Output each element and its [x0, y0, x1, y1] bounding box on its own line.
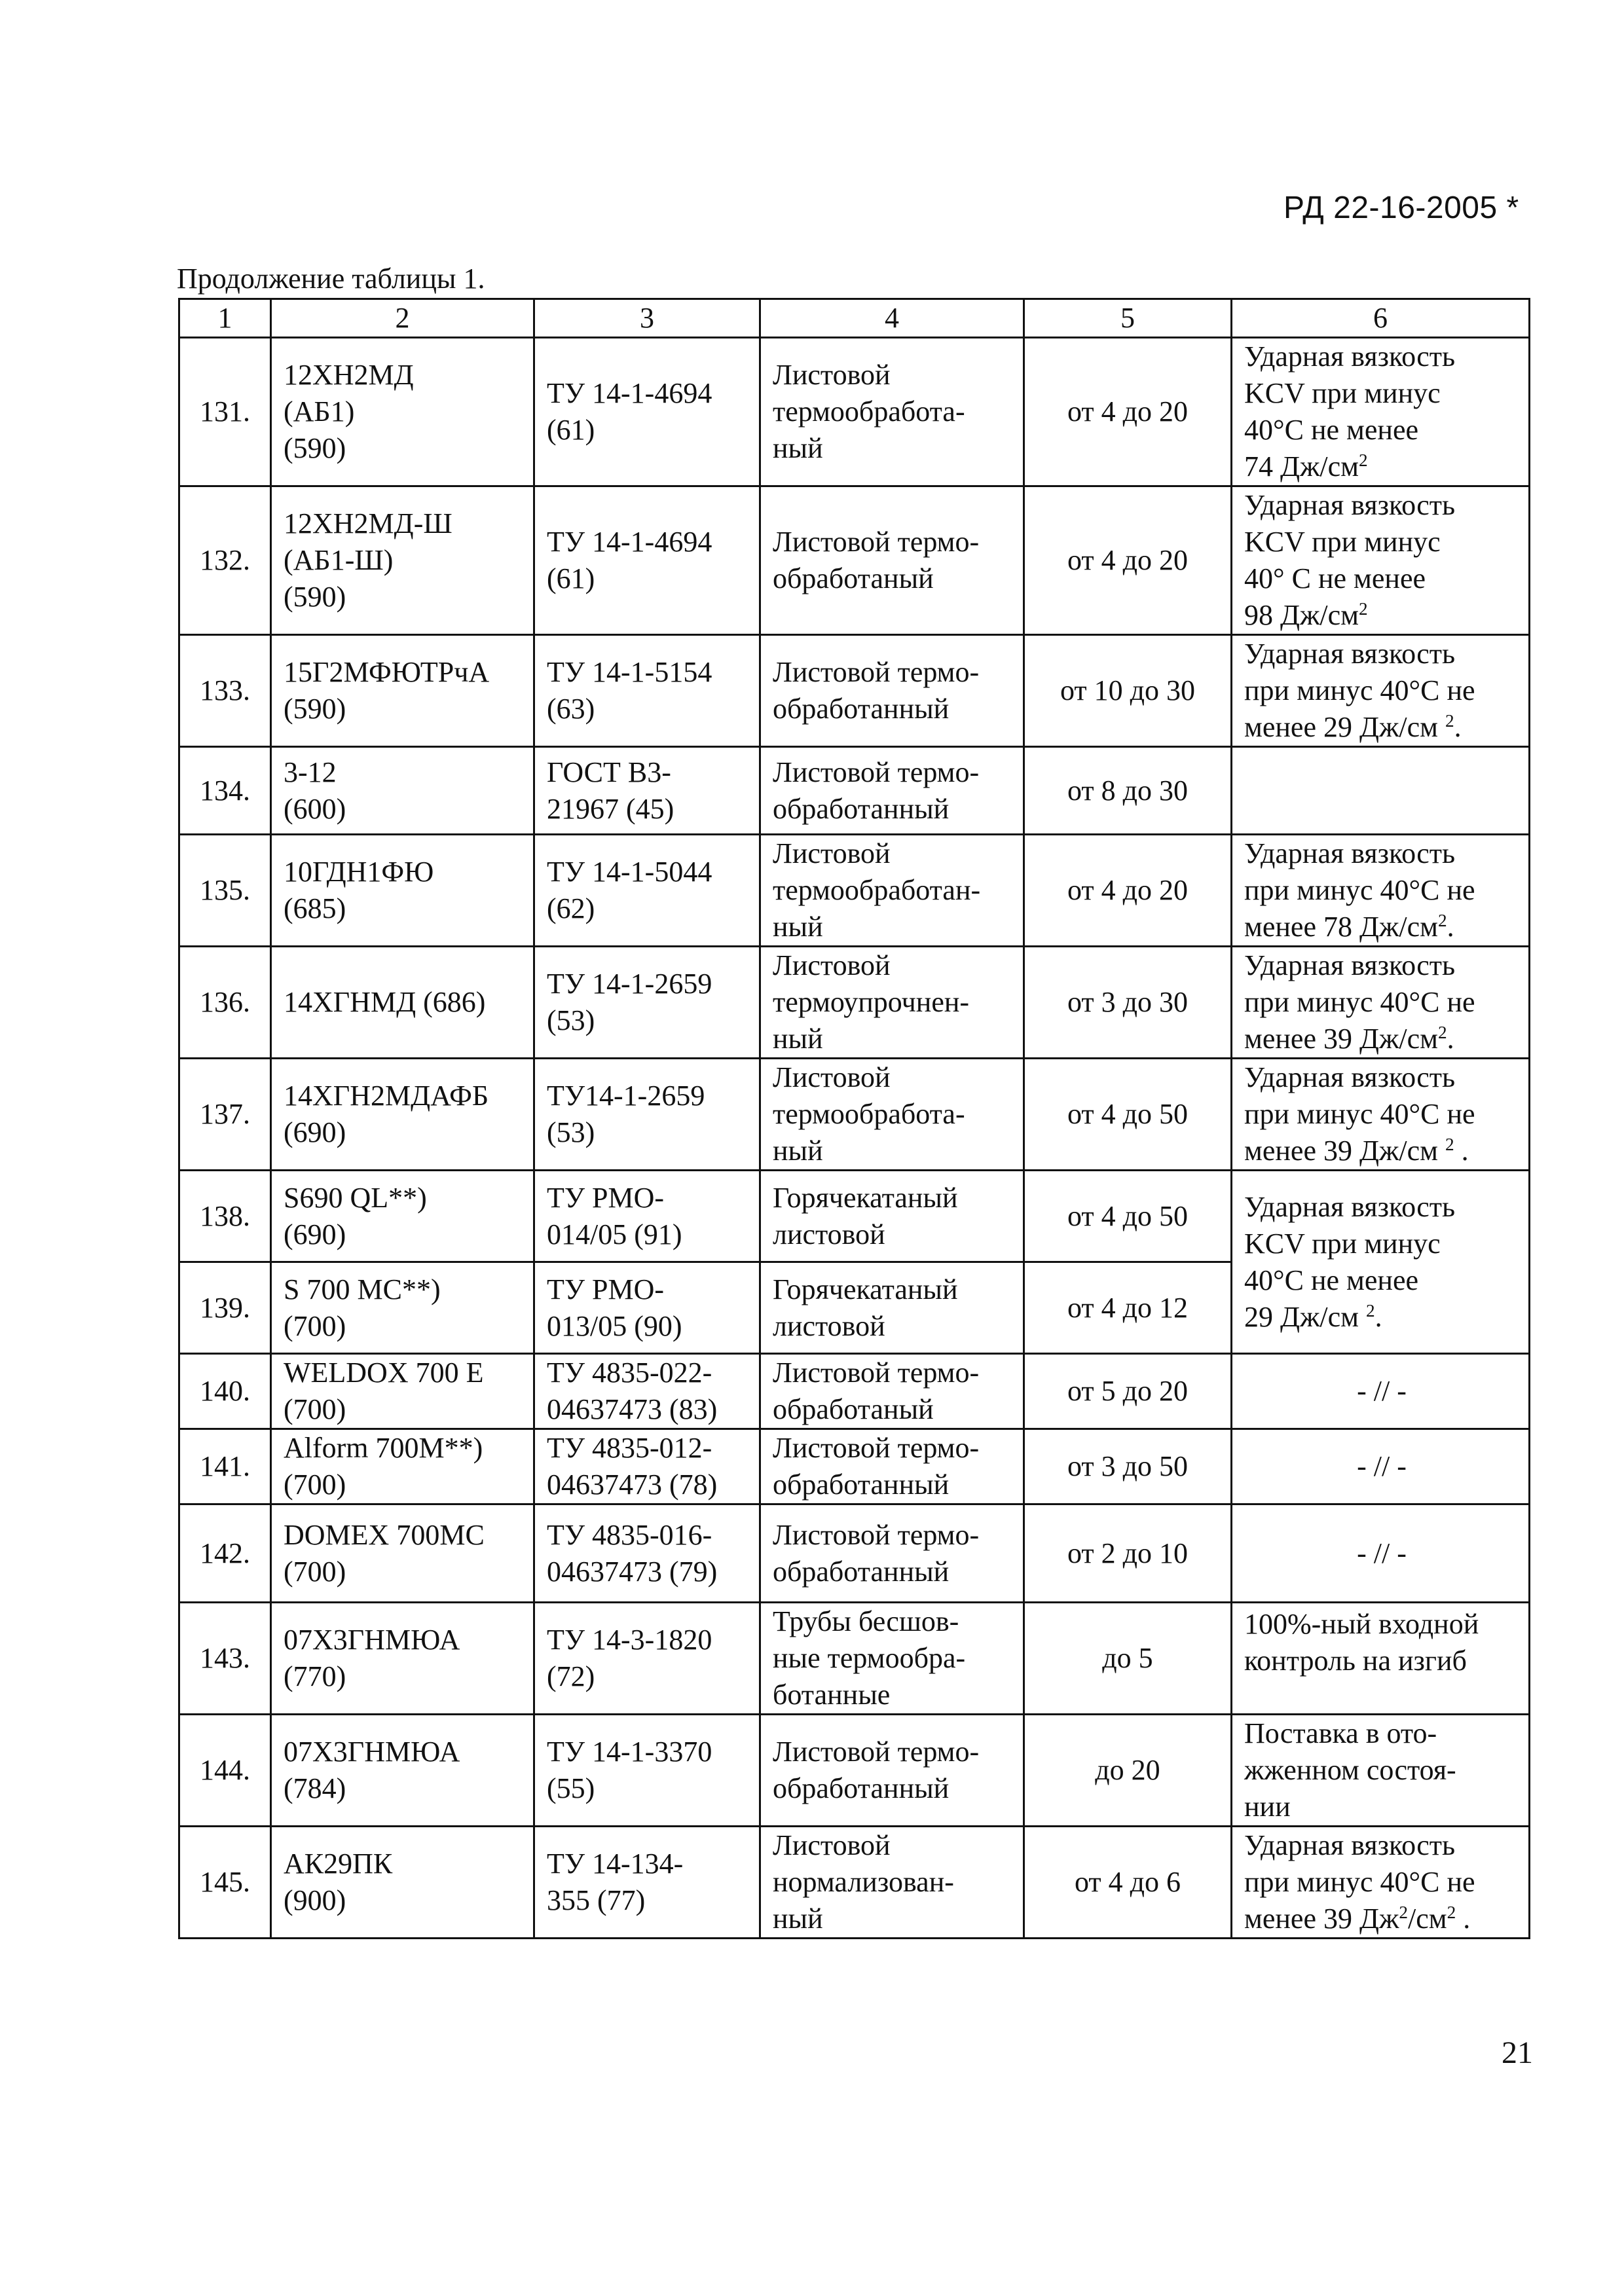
note-cell: [1232, 1059, 1530, 1171]
note-cell: [1232, 835, 1530, 947]
row-number: 131.: [179, 338, 271, 486]
row-number: 134.: [179, 747, 271, 835]
note-tail: .: [1447, 1023, 1454, 1055]
note-text: Ударная вязкость при минус 40°C не менее 39 Дж/см: [1244, 1061, 1475, 1167]
column-header: 5: [1024, 299, 1232, 338]
product-type: Листовой термообработа- ный: [760, 1059, 1024, 1171]
table-row: [179, 1059, 1530, 1171]
thickness-range: от 4 до 50: [1024, 1171, 1232, 1262]
table-row: [179, 1429, 1530, 1504]
product-type: Листовой термо- обработаный: [760, 486, 1024, 635]
table-row: [179, 1603, 1530, 1715]
steel-grade: S 700 MC**) (700): [271, 1262, 534, 1354]
table-header-row: [179, 299, 1530, 338]
note-tail: .: [1454, 1135, 1469, 1167]
steel-grade: S690 QL**) (690): [271, 1171, 534, 1262]
steel-grade: 12ХН2МД (АБ1) (590): [271, 338, 534, 486]
note-cell: [1232, 486, 1530, 635]
steel-grade: АК29ПК (900): [271, 1827, 534, 1939]
table-row: [179, 1354, 1530, 1429]
table-row: [179, 1504, 1530, 1603]
normative-document: ТУ 14-1-2659 (53): [534, 947, 760, 1059]
row-number: 137.: [179, 1059, 271, 1171]
product-type: Листовой термо- обработанный: [760, 747, 1024, 835]
row-number: 132.: [179, 486, 271, 635]
row-number: 136.: [179, 947, 271, 1059]
note-superscript: 2: [1359, 599, 1368, 619]
note-text: Ударная вязкость при минус 40°C не менее 29 Дж/см: [1244, 638, 1475, 743]
thickness-range: от 10 до 30: [1024, 635, 1232, 747]
normative-document: ТУ 14-134- 355 (77): [534, 1827, 760, 1939]
product-type: Листовой термо- обработанный: [760, 1715, 1024, 1827]
note-superscript: 2: [1438, 911, 1447, 930]
normative-document: ТУ РМО- 013/05 (90): [534, 1262, 760, 1354]
steel-grade: 14ХГН2МДАФБ (690): [271, 1059, 534, 1171]
product-type: Трубы бесшов- ные термообра- ботанные: [760, 1603, 1024, 1715]
normative-document: ТУ 4835-012- 04637473 (78): [534, 1429, 760, 1504]
steel-grade: WELDOX 700 E (700): [271, 1354, 534, 1429]
thickness-range: от 3 до 50: [1024, 1429, 1232, 1504]
normative-document: ТУ 4835-022- 04637473 (83): [534, 1354, 760, 1429]
note-text: Ударная вязкость при минус 40°C не менее 39 Дж: [1244, 1829, 1475, 1935]
thickness-range: от 4 до 12: [1024, 1262, 1232, 1354]
table-row: [179, 1171, 1530, 1262]
row-number: 135.: [179, 835, 271, 947]
steel-grade: Alform 700M**) (700): [271, 1429, 534, 1504]
row-number: 142.: [179, 1504, 271, 1603]
thickness-range: до 20: [1024, 1715, 1232, 1827]
note-text: Ударная вязкость KCV при минус 40° C не менее 98 Дж/см: [1244, 489, 1456, 631]
column-header: 2: [271, 299, 534, 338]
note-tail: .: [1447, 911, 1454, 943]
row-number: 143.: [179, 1603, 271, 1715]
row-number: 133.: [179, 635, 271, 747]
note-tail: .: [1454, 711, 1462, 743]
table-row: [179, 338, 1530, 486]
product-type: Листовой термо- обработанный: [760, 1504, 1024, 1603]
normative-document: ТУ 4835-016- 04637473 (79): [534, 1504, 760, 1603]
note-cell: - // -: [1232, 1504, 1530, 1603]
product-type: Горячекатаный листовой: [760, 1171, 1024, 1262]
table-row: [179, 1715, 1530, 1827]
note-cell: - // -: [1232, 1354, 1530, 1429]
product-type: Листовой термообработан- ный: [760, 835, 1024, 947]
row-number: 145.: [179, 1827, 271, 1939]
note-text: Ударная вязкость при минус 40°C не менее 39 Дж/см: [1244, 949, 1475, 1055]
normative-document: ГОСТ В3- 21967 (45): [534, 747, 760, 835]
note-cell: [1232, 747, 1530, 835]
note-tail: .: [1375, 1300, 1382, 1333]
column-header: 3: [534, 299, 760, 338]
page-number: 21: [1502, 2035, 1533, 2070]
thickness-range: от 3 до 30: [1024, 947, 1232, 1059]
steel-grade: 3-12 (600): [271, 747, 534, 835]
note-text: Ударная вязкость при минус 40°C не менее 78 Дж/см: [1244, 837, 1475, 943]
note-superscript: 2: [1445, 711, 1454, 731]
note-text: Ударная вязкость KCV при минус 40°C не менее 29 Дж/см: [1244, 1190, 1456, 1333]
note-cell: [1232, 338, 1530, 486]
thickness-range: от 5 до 20: [1024, 1354, 1232, 1429]
row-number: 139.: [179, 1262, 271, 1354]
product-type: Горячекатаный листовой: [760, 1262, 1024, 1354]
row-number: 141.: [179, 1429, 271, 1504]
note-tail: /см: [1408, 1903, 1447, 1935]
table-row: [179, 835, 1530, 947]
note-cell: - // -: [1232, 1429, 1530, 1504]
steel-grades-table: [178, 298, 1530, 1939]
normative-document: ТУ 14-1-5044 (62): [534, 835, 760, 947]
note-superscript: 2: [1438, 1023, 1447, 1042]
thickness-range: от 8 до 30: [1024, 747, 1232, 835]
note-superscript: 2: [1399, 1903, 1409, 1922]
normative-document: ТУ 14-3-1820 (72): [534, 1603, 760, 1715]
row-number: 140.: [179, 1354, 271, 1429]
thickness-range: от 4 до 20: [1024, 338, 1232, 486]
product-type: Листовой термоупрочнен- ный: [760, 947, 1024, 1059]
thickness-range: до 5: [1024, 1603, 1232, 1715]
normative-document: ТУ 14-1-4694 (61): [534, 486, 760, 635]
steel-grade: 15Г2МФЮТРчА (590): [271, 635, 534, 747]
row-number: 144.: [179, 1715, 271, 1827]
note-superscript: 2: [1359, 450, 1368, 470]
note-cell: [1232, 1171, 1530, 1354]
note-text: Ударная вязкость KCV при минус 40°C не менее 74 Дж/см: [1244, 340, 1456, 483]
thickness-range: от 2 до 10: [1024, 1504, 1232, 1603]
steel-grade: 12ХН2МД-Ш (АБ1-Ш) (590): [271, 486, 534, 635]
normative-document: ТУ 14-1-5154 (63): [534, 635, 760, 747]
column-header: 6: [1232, 299, 1530, 338]
note-cell: [1232, 635, 1530, 747]
normative-document: ТУ14-1-2659 (53): [534, 1059, 760, 1171]
normative-document: ТУ 14-1-4694 (61): [534, 338, 760, 486]
note-cell: [1232, 947, 1530, 1059]
table-row: [179, 1827, 1530, 1939]
steel-grade: 14ХГНМД (686): [271, 947, 534, 1059]
normative-document: ТУ 14-1-3370 (55): [534, 1715, 760, 1827]
table-row: [179, 486, 1530, 635]
table-caption: Продолжение таблицы 1.: [177, 263, 485, 295]
note-cell: Поставка в ото- жженном состоя- нии: [1232, 1715, 1530, 1827]
note-cell: [1232, 1827, 1530, 1939]
note-superscript: 2: [1447, 1903, 1456, 1922]
row-number: 138.: [179, 1171, 271, 1262]
product-type: Листовой термообработа- ный: [760, 338, 1024, 486]
normative-document: ТУ РМО- 014/05 (91): [534, 1171, 760, 1262]
note-superscript: 2: [1445, 1135, 1454, 1154]
column-header: 1: [179, 299, 271, 338]
table-row: [179, 747, 1530, 835]
steel-grade: 10ГДН1ФЮ (685): [271, 835, 534, 947]
product-type: Листовой нормализован- ный: [760, 1827, 1024, 1939]
steel-grade: 07Х3ГНМЮА (784): [271, 1715, 534, 1827]
thickness-range: от 4 до 20: [1024, 835, 1232, 947]
steel-grade: 07Х3ГНМЮА (770): [271, 1603, 534, 1715]
note-tail: .: [1456, 1903, 1471, 1935]
thickness-range: от 4 до 50: [1024, 1059, 1232, 1171]
note-cell: 100%-ный входной контроль на изгиб: [1232, 1603, 1530, 1715]
product-type: Листовой термо- обработанный: [760, 635, 1024, 747]
document-code: РД 22-16-2005 *: [1283, 191, 1519, 225]
thickness-range: от 4 до 6: [1024, 1827, 1232, 1939]
product-type: Листовой термо- обработанный: [760, 1429, 1024, 1504]
column-header: 4: [760, 299, 1024, 338]
table-row: [179, 947, 1530, 1059]
note-superscript: 2: [1366, 1300, 1375, 1321]
steel-grade: DOMEX 700MC (700): [271, 1504, 534, 1603]
product-type: Листовой термо- обработаный: [760, 1354, 1024, 1429]
thickness-range: от 4 до 20: [1024, 486, 1232, 635]
table-row: [179, 635, 1530, 747]
